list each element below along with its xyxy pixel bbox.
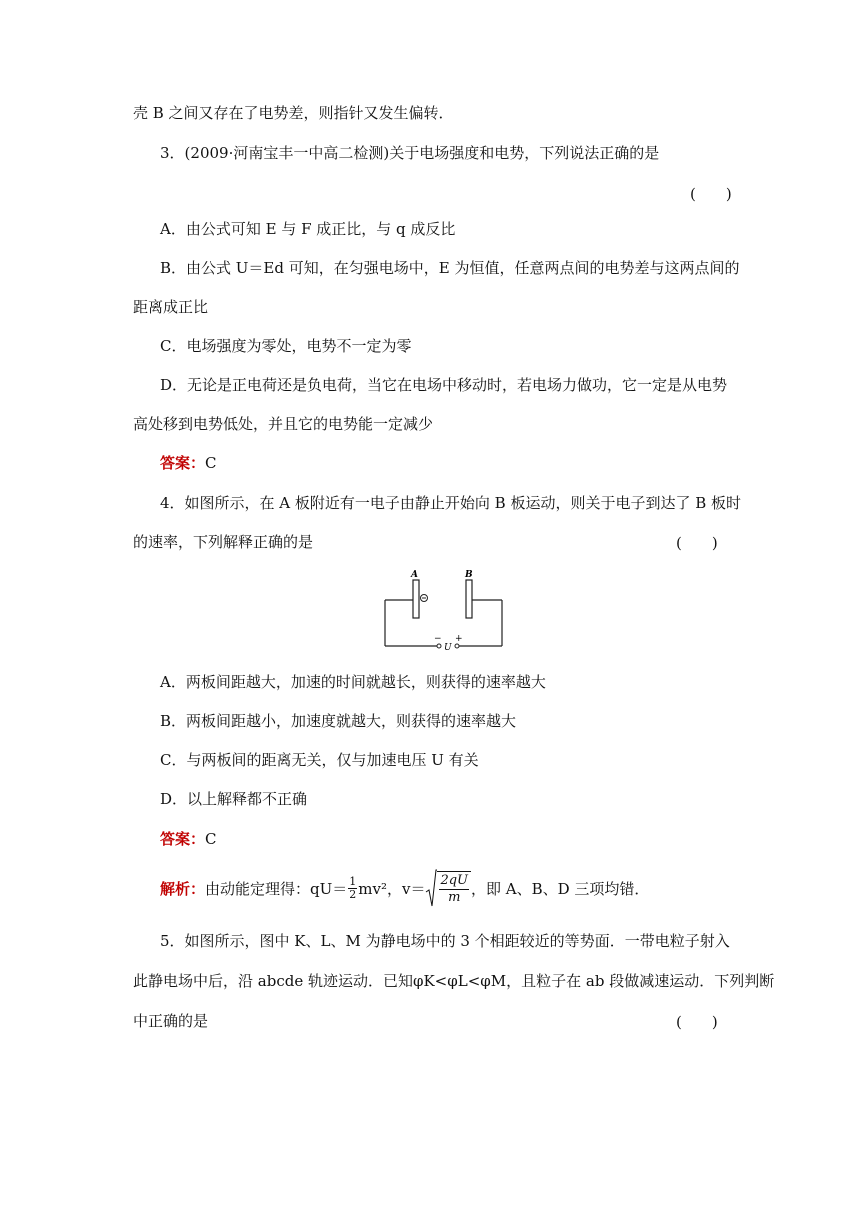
answer-bracket: ( ) [676,534,718,552]
square-root [425,868,471,908]
option-a: A．两板间距越大，加速的时间就越长，则获得的速率越大 [160,673,546,691]
capacitor-circuit-diagram [375,568,515,658]
minus-sign: − [434,634,442,644]
question-3-stem: 3．(2009·河南宝丰一中高二检测)关于电场强度和电势，下列说法正确的是 [160,144,660,162]
option-b: B．两板间距越小，加速度就越大，则获得的速率越大 [160,712,517,730]
answer-value: C [205,454,217,472]
fraction-denominator: 2 [349,887,357,901]
question-4-stem-continued: 的速率，下列解释正确的是 [133,533,314,551]
question-5-stem-continued: 此静电场中后，沿 abcde 轨迹运动．已知φK<φL<φM，且粒子在 ab 段做减速运动．下列判断 [133,972,775,990]
option-a: A．由公式可知 E 与 F 成正比，与 q 成反比 [160,220,456,238]
analysis-formula-part: 由动能定理得：qU＝ [205,879,348,898]
answer-value: C [205,830,217,848]
question-4-stem: 4．如图所示，在 A 板附近有一电子由静止开始向 B 板运动，则关于电子到达了 B 板时 [160,494,742,512]
question-5-stem-continued: 中正确的是 [133,1012,209,1030]
sqrt-denominator: m [448,889,461,905]
option-d: D．以上解释都不正确 [160,790,308,808]
voltage-label: U [444,643,452,653]
analysis-line [160,866,649,910]
plus-sign: + [455,634,463,644]
answer-line [160,829,217,849]
plate-b [466,580,472,618]
option-d: D．无论是正电荷还是负电荷，当它在电场中移动时，若电场力做功，它一定是从电势 [160,376,728,394]
fraction [348,876,357,901]
text-line: 壳 B 之间又存在了电势差，则指针又发生偏转． [133,104,454,122]
option-b-continued: 距离成正比 [133,298,209,316]
option-c: C．电场强度为零处，电势不一定为零 [160,337,412,355]
terminal-positive-icon [455,644,459,648]
answer-bracket: ( ) [676,1013,718,1031]
terminal-negative-icon [437,644,441,648]
option-b: B．由公式 U＝Ed 可知，在匀强电场中，E 为恒值，任意两点间的电势差与这两点间的 [160,259,740,277]
plate-a [413,580,419,618]
answer-bracket: ( ) [690,185,732,203]
analysis-formula-part: mv²，v＝ [358,879,426,898]
radical-sign-icon [425,868,437,908]
question-5-stem: 5．如图所示，图中 K、L、M 为静电场中的 3 个相距较近的等势面．一带电粒子射入 [160,932,730,950]
answer-label: 答案： [160,830,206,848]
sqrt-fraction [437,871,471,906]
option-d-continued: 高处移到电势低处，并且它的电势能一定减少 [133,415,434,433]
answer-line [160,453,217,473]
answer-label: 答案： [160,454,206,472]
plate-a-label: A [411,570,418,580]
plate-b-label: B [465,570,473,580]
analysis-label: 解析： [160,879,206,898]
fraction-numerator: 1 [349,874,357,888]
sqrt-numerator: 2qU [440,872,469,888]
option-c: C．与两板间的距离无关，仅与加速电压 U 有关 [160,751,479,769]
analysis-formula-part: ，即 A、B、D 三项均错． [471,879,650,898]
